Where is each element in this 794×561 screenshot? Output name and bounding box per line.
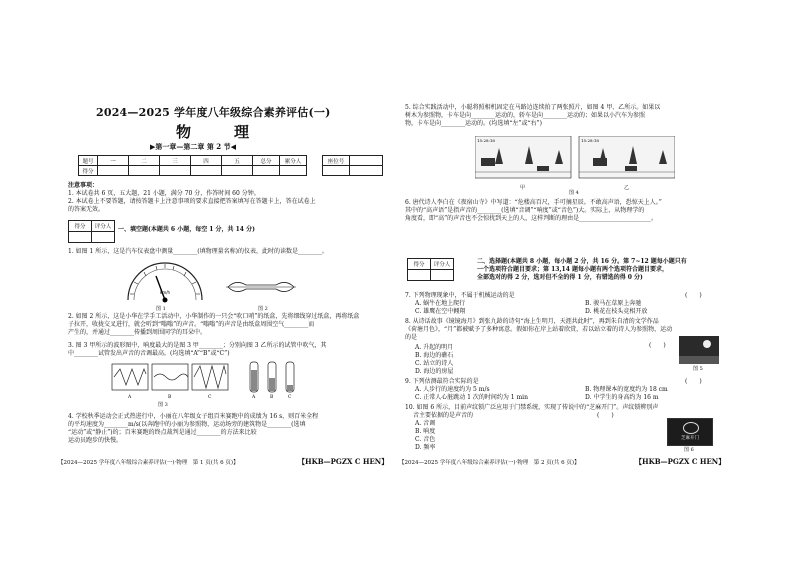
score-header: 二 (129, 156, 160, 166)
score-header: 三 (160, 156, 191, 166)
q8-option-a: A. 升起的明月 (415, 344, 454, 351)
score-cell (160, 166, 191, 176)
fig4-time-b: 15:28:18 (581, 138, 599, 143)
question-5-line1: 5. 综合实践活动中，小聪将照相机固定在马路边连续拍了两张照片，如图 4 甲、乙所示。如果以 (405, 104, 661, 111)
right-footer: 【2024—2025 学年度八年级综合素养评估(一)·物理 第 2 页(共 6 页)】 (399, 460, 580, 466)
moon-sea-figure (679, 336, 719, 364)
question-9-paren: ( ) (685, 378, 702, 385)
question-8-line2: 《荷塘月色》，“月”都被赋予了多种寓意。假如你在岸上站着欣赏，若以站立着的诗人为参照物，运动 (405, 326, 673, 333)
q9-option-b: B. 物理课本的宽度约为 18 cm (585, 386, 668, 393)
score-cell (280, 166, 307, 176)
question-8-line3: 的是 (405, 334, 418, 341)
question-6-line1: 6. 唐代诗人李白在《夜宿山寺》中写道：“危楼高百尺，手可摘星辰。不敢高声语，恐惊天上人。” (405, 199, 662, 206)
score-table (78, 155, 307, 176)
q10-option-d: D. 频率 (415, 444, 436, 451)
score-box-label: 得分 (408, 259, 431, 270)
section2-title-1: 二、选择题(本题共 8 小题，每小题 2 分，共 16 分。第 7~12 题每小题只有 (477, 258, 687, 265)
right-page (397, 0, 794, 561)
right-code: 【HKB—PGZX C HEN】 (635, 457, 726, 466)
score-cell (191, 166, 222, 176)
question-8-paren: ( ) (649, 342, 666, 349)
fig3-label-a: A (128, 395, 132, 400)
q7-option-d: D. 桃花在枝头竞相开放 (585, 308, 648, 315)
exam-title: 2024—2025 学年度八年级综合素养评估(一) (96, 106, 331, 119)
speedometer-unit: km/h (160, 290, 171, 295)
notice-3: 的答案无效。 (68, 206, 105, 213)
q8-option-d: D. 海边的房屋 (415, 368, 454, 375)
question-4-line1: 4. 学校秋季运动会正式热进行中，小丽在八年级女子组百米赛跑中的成绩为 16 s，则百米全程 (68, 413, 319, 420)
section1-title: 一、填空题(本题共 6 小题，每空 1 分，共 14 分) (118, 226, 255, 233)
left-footer: 【2024—2025 学年度八年级综合素养评估(一)·物理 第 1 页(共 6 页)】 (58, 460, 239, 466)
score-row-label: 得分 (79, 166, 98, 176)
score-box-cell (408, 270, 431, 281)
section1-score-box (68, 220, 115, 243)
score-cell (253, 166, 280, 176)
question-3-line1: 3. 图 3 甲所示的波形图中，响度最大的是图 3 甲________；分别向图 3 乙所示的试管中吹气，其 (68, 342, 327, 349)
traffic-photos-figure (475, 136, 675, 184)
question-4-line3: “运动”或“静止”)的；百米赛跑的终点裁判是通过________的方法来比较 (68, 429, 257, 436)
score-box-label: 得分 (69, 221, 92, 232)
section2-title-3: 全部选对的得 2 分，选对但不全的得 1 分，有错选的得 0 分) (477, 274, 643, 281)
grader-box-label: 评分人 (92, 221, 115, 232)
figure-5-label: 图 5 (693, 366, 703, 372)
fig3-tube-a: A (252, 395, 256, 400)
question-6-line3: 角度看，即“高”的声音也不会惊扰到天上的人，这样判断的理由是________________________。 (405, 215, 658, 222)
fig3-label-b: B (168, 395, 172, 400)
grader-box-label: 评分人 (431, 259, 454, 270)
q7-option-b: B. 骏马在草原上奔驰 (585, 300, 642, 307)
notice-title: 注意事项： (68, 182, 99, 189)
fig4-label-a: 甲 (520, 185, 526, 191)
question-9: 9. 下列估测最符合实际的是 (405, 378, 479, 385)
grader-box-cell (92, 232, 115, 243)
notice-1: 1. 本试卷共 6 页，五大题，21 小题，满分 70 分，作答时间 60 分钟。 (68, 190, 260, 197)
score-cell (129, 166, 160, 176)
q10-option-a: A. 音调 (415, 420, 436, 427)
section2-score-box (407, 258, 454, 281)
question-6-line2: 其中的“高声语”是指声音的________(选填“音调”“响度”或“音色”)大。实际上，从物理学的 (405, 207, 645, 214)
section2-title-2: 一个选项符合题目要求；第 13,14 题每小题有两个选项符合题目要求， (477, 266, 668, 273)
seat-label: 座位号 (323, 156, 350, 166)
score-header: 题号 (79, 156, 98, 166)
figure-3-label: 图 3 (158, 402, 168, 408)
figure-2-label: 图 2 (258, 306, 268, 312)
figure-4-label: 图 4 (569, 190, 579, 196)
q10-option-c: C. 音色 (415, 436, 436, 443)
q7-option-c: C. 雄鹰在空中翱翔 (415, 308, 466, 315)
subject-title: 物 理 (176, 123, 264, 141)
chapter-range: ▶第一章—第二章 第 2 节◀ (150, 142, 236, 151)
fig3-tube-c: C (288, 395, 292, 400)
figure-1-label: 图 1 (156, 306, 166, 312)
paper-whistle-figure (226, 275, 296, 299)
speedometer-figure (120, 260, 210, 306)
question-1: 1. 如图 1 所示，这是汽车仪表盘中测量________(填物理量名称)的仪表，此时的读数是________。 (68, 248, 328, 255)
question-7-paren: ( ) (685, 292, 702, 299)
voice-lock-figure (667, 418, 713, 446)
q9-option-c: C. 正常人心脏跳动 1 次的时间约为 1 min (415, 394, 528, 401)
question-2-line1: 2. 如图 2 所示，这是小华在学手工活动中，小华制作的一只会“吹口哨”的纸盒，先将细线穿过纸盒，再将纸盒 (68, 313, 360, 320)
question-3-line2: 中________试管发出声音的音调最高。(均选填“A”“B”或“C”) (68, 350, 230, 357)
question-10-line2: 音主要依据的是声音的 (413, 412, 474, 419)
question-4-line2: 的平均速度为________m/s(以奔跑中的小丽为参照物，运动场旁的建筑物是________(选填 (68, 421, 306, 428)
score-header: 一 (98, 156, 129, 166)
score-header: 五 (222, 156, 253, 166)
question-8-line1: 8. 从诗话故事《镜镜海月》到张九龄的诗句“海上生明月，天涯共此时”，再到朱自清的文学作品 (405, 318, 659, 325)
question-2-line2: 子拉开，收拢交叉进行，就会听到“嗡嗡”的声音。“嗡嗡”的声音是由纸盒周围空气________而 (68, 321, 315, 328)
grader-box-cell (431, 270, 454, 281)
seat-cell (350, 156, 383, 166)
voice-lock-text: 芝麻开门 (681, 436, 699, 441)
question-10-line1: 10. 如图 6 所示，目前声纹锁广泛应用于门禁系统，实现了传说中的“芝麻开门”。声纹锁辨别声 (405, 404, 659, 411)
waveform-figure (110, 360, 310, 400)
seat-number-table (322, 155, 383, 176)
score-cell (98, 166, 129, 176)
fig4-time-a: 15:28:16 (477, 138, 495, 143)
fig4-label-b: 乙 (624, 185, 630, 191)
question-5-line2: 树木为参照物，卡车是向________运动的，轿车是向________运动的；如果以小汽车为参照 (405, 112, 646, 119)
question-4-line4: 运动员跑步的快慢。 (68, 437, 123, 444)
score-header: 四 (191, 156, 222, 166)
score-header: 总分 (253, 156, 280, 166)
fig3-label-c: C (208, 395, 212, 400)
q9-option-a: A. 人步行的速度约为 5 m/s (415, 386, 490, 393)
q8-option-c: C. 站立的诗人 (415, 360, 454, 367)
seat-cell (323, 166, 350, 176)
question-5-line3: 物，卡车是向________运动的。(均选填“左”或“右”) (405, 120, 542, 127)
question-7: 7. 下列物理现象中，不属于机械运动的是 (405, 292, 515, 299)
question-10-paren: ( ) (597, 412, 614, 419)
seat-cell (350, 166, 383, 176)
q10-option-b: B. 响度 (415, 428, 436, 435)
score-header: 累分人 (280, 156, 307, 166)
microphone-icon (683, 422, 699, 434)
notice-2: 2. 本试卷上不要答题，请按答题卡上注意事项的要求直接把答案填写在答题卡上，答在试卷上 (68, 198, 316, 205)
q7-option-a: A. 蜗牛在地上爬行 (415, 300, 466, 307)
score-box-cell (69, 232, 92, 243)
figure-6-label: 图 6 (684, 447, 694, 453)
score-cell (222, 166, 253, 176)
fig3-tube-b: B (270, 395, 274, 400)
q9-option-d: D. 中学生的身高约为 16 m (585, 394, 659, 401)
left-code: 【HKB—PGZX C HEN】 (298, 457, 389, 466)
question-2-line3: 产生的，并通过________传播到周围同学的耳朵中。 (68, 329, 207, 336)
q8-option-b: B. 海边的礁石 (415, 352, 454, 359)
